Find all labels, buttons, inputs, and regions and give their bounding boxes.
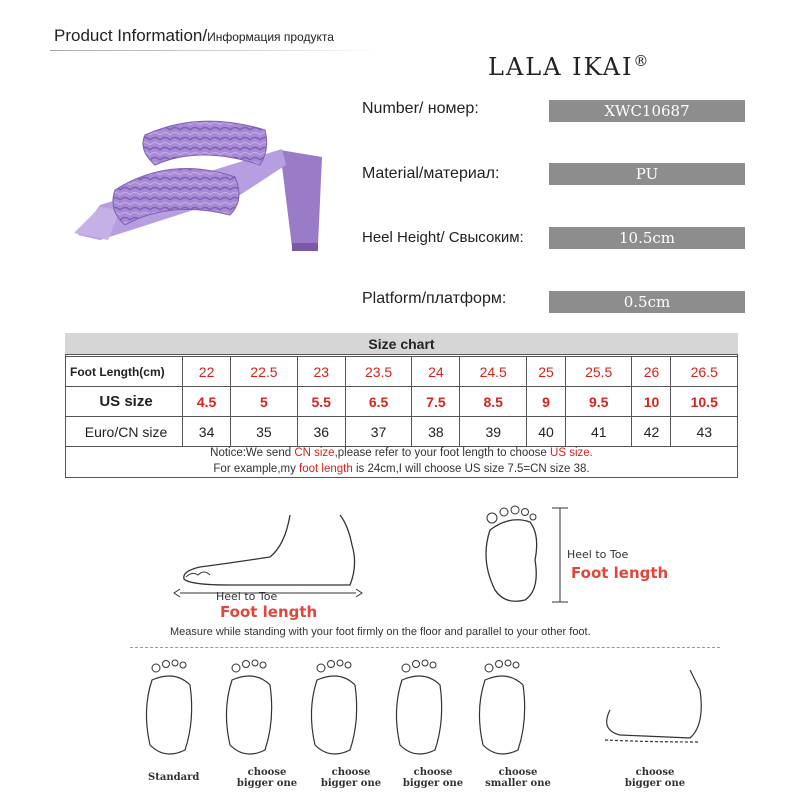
platform-label: Platform/платформ:	[362, 290, 507, 307]
eu-size-cell: 35	[231, 417, 297, 447]
dashed-divider	[130, 647, 720, 648]
eu-size-cell: 36	[297, 417, 345, 447]
us-size-cell: 9.5	[565, 387, 631, 417]
us-size-label: US size	[66, 387, 183, 417]
us-size-row	[66, 387, 738, 417]
material-value: PU	[549, 163, 745, 185]
notice2-part: is 24cm,I will choose US size 7.5=CN size 38.	[352, 463, 590, 475]
notice1-part: ,please refer to your foot length to choose	[334, 447, 551, 459]
choose-text: choose	[331, 767, 371, 778]
foot-length-cell: 25	[526, 357, 565, 387]
notice-line-1	[65, 447, 738, 459]
notice1-part: Notice:We send	[210, 447, 295, 459]
smaller-one-text: smaller one	[485, 778, 551, 789]
material-label: Material/материал:	[362, 165, 500, 182]
eu-size-label: Euro/CN size	[66, 417, 183, 447]
us-size-cell: 6.5	[345, 387, 411, 417]
bigger-one-text: bigger one	[236, 778, 298, 789]
choose-text: choose	[413, 767, 453, 778]
title-en: Product Information/	[54, 26, 208, 45]
foot-length-label: Foot Length(cm)	[66, 357, 183, 387]
foot-length-cell: 23	[297, 357, 345, 387]
fit-examples-diagram	[130, 650, 730, 770]
foot-length-cell: 23.5	[345, 357, 411, 387]
notice1-us-size: US size.	[550, 447, 593, 459]
choose-text: choose	[635, 767, 675, 778]
eu-size-row	[66, 417, 738, 447]
bigger-one-text: bigger one	[320, 778, 382, 789]
notice2-foot-length: foot length	[299, 463, 353, 475]
eu-size-cell: 41	[565, 417, 631, 447]
foot-length-label-2: Foot length	[571, 564, 669, 582]
us-size-cell: 9	[526, 387, 565, 417]
foot-length-cell: 22	[183, 357, 231, 387]
heel-to-toe-label-2: Heel to Toe	[567, 548, 629, 561]
heel-height-value: 10.5cm	[549, 227, 745, 249]
heel-height-label: Heel Height/ Свысоким:	[362, 229, 524, 246]
eu-size-cell: 38	[412, 417, 460, 447]
measure-instruction: Measure while standing with your foot firmly on the floor and parallel to your other foot.	[170, 626, 591, 638]
foot-length-cell: 24	[412, 357, 460, 387]
us-size-cell: 4.5	[183, 387, 231, 417]
us-size-cell: 5.5	[297, 387, 345, 417]
size-chart-title: Size chart	[65, 333, 738, 355]
header-divider	[50, 50, 380, 51]
notice-line-2	[65, 463, 738, 475]
eu-size-cell: 42	[632, 417, 671, 447]
choose-bigger-1	[232, 767, 302, 789]
foot-length-cell: 22.5	[231, 357, 297, 387]
size-table	[65, 356, 738, 447]
us-size-cell: 10.5	[671, 387, 738, 417]
purple-sandal-image	[60, 105, 350, 330]
foot-length-label-1: Foot length	[220, 603, 318, 621]
number-value: XWC10687	[549, 100, 745, 122]
platform-value: 0.5cm	[549, 291, 745, 313]
foot-length-row	[66, 357, 738, 387]
eu-size-cell: 39	[460, 417, 526, 447]
us-size-cell: 5	[231, 387, 297, 417]
us-size-cell: 7.5	[412, 387, 460, 417]
choose-smaller	[478, 767, 558, 789]
heel-to-toe-label-1: Heel to Toe	[216, 590, 278, 603]
us-size-cell: 10	[632, 387, 671, 417]
bigger-one-text: bigger one	[624, 778, 686, 789]
foot-length-cell: 25.5	[565, 357, 631, 387]
eu-size-cell: 40	[526, 417, 565, 447]
eu-size-cell: 43	[671, 417, 738, 447]
choose-bigger-2	[316, 767, 386, 789]
us-size-cell: 8.5	[460, 387, 526, 417]
title-ru: Информация продукта	[207, 30, 334, 44]
choose-text: choose	[498, 767, 538, 778]
brand-logo	[488, 52, 650, 81]
choose-bigger-3	[398, 767, 468, 789]
product-info-title	[54, 26, 334, 46]
notice2-part: For example,my	[213, 463, 300, 475]
standard-caption: Standard	[148, 772, 200, 783]
foot-length-cell: 26	[632, 357, 671, 387]
eu-size-cell: 37	[345, 417, 411, 447]
number-label: Number/ номер:	[362, 100, 479, 117]
choose-bigger-side	[620, 767, 690, 789]
choose-text: choose	[247, 767, 287, 778]
eu-size-cell: 34	[183, 417, 231, 447]
brand-name: LALA IKAI	[488, 53, 634, 81]
foot-length-cell: 24.5	[460, 357, 526, 387]
registered-mark: ®	[633, 52, 651, 70]
foot-length-cell: 26.5	[671, 357, 738, 387]
bigger-one-text: bigger one	[402, 778, 464, 789]
notice1-cn-size: CN size	[294, 447, 335, 459]
